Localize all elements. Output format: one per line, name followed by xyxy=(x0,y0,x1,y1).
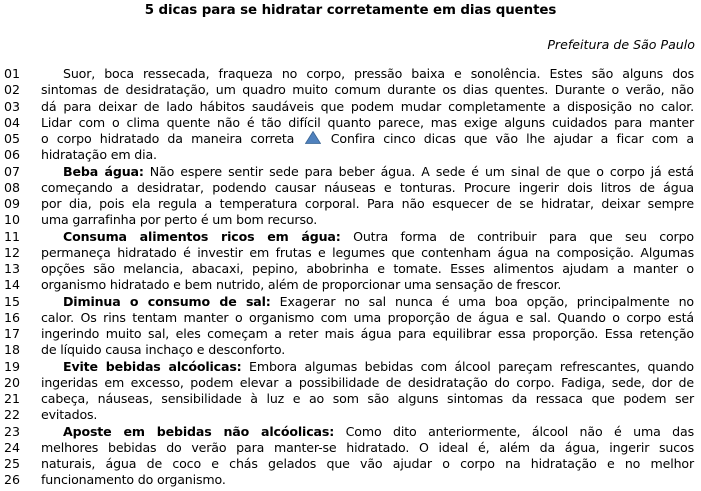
line-number: 12 xyxy=(4,244,21,260)
line-text: dá para deixar de lado hábitos saudáveis que podem mudar completamente a disposição no calor. xyxy=(41,98,694,114)
line-text: sintomas de desidratação, um quadro muito comum durante os dias quentes. Durante o verão, não xyxy=(41,82,694,98)
line-text: por dia, pois ela regula a temperatura corporal. Para não esquecer de se hidratar, deixar sempre xyxy=(41,196,694,211)
triangle-icon xyxy=(305,131,321,144)
line-text: começando a desidratar, podendo causar náuseas e tonturas. Procure ingerir dois litros de água xyxy=(41,179,694,195)
text-line xyxy=(0,440,701,456)
text-line xyxy=(0,294,701,310)
line-number: 17 xyxy=(4,326,21,341)
line-number: 16 xyxy=(4,309,21,325)
line-number: 10 xyxy=(4,212,21,228)
line-number: 25 xyxy=(4,456,21,471)
line-text: o corpo hidratado da maneira correta Confira cinco dicas que vão lhe ajudar a ficar com a xyxy=(41,131,694,146)
text-line xyxy=(0,99,701,115)
line-number: 18 xyxy=(4,342,21,358)
line-number: 26 xyxy=(4,472,21,488)
line-number: 19 xyxy=(4,358,21,374)
text-line xyxy=(0,82,701,98)
text-line xyxy=(0,310,701,326)
line-text: funcionamento do organismo. xyxy=(41,472,226,488)
line-text: evitados. xyxy=(41,407,98,423)
text-line xyxy=(0,407,701,423)
line-text: permaneça hidratado é investir em frutas e legumes que contenham água na composição. Algumas xyxy=(41,244,694,260)
text-line xyxy=(0,131,701,147)
tip-heading: Evite bebidas alcóolicas: xyxy=(63,358,242,374)
line-number: 24 xyxy=(4,439,21,455)
text-line xyxy=(0,180,701,196)
text-line xyxy=(0,147,701,163)
line-number: 11 xyxy=(4,228,21,244)
tip-heading: Consuma alimentos ricos em água: xyxy=(63,228,341,244)
text-line xyxy=(0,115,701,131)
document-source: Prefeitura de São Paulo xyxy=(547,37,695,52)
text-line xyxy=(0,229,701,245)
text-line xyxy=(0,212,701,228)
text-line xyxy=(0,66,701,82)
text-line xyxy=(0,326,701,342)
line-number: 06 xyxy=(4,147,21,163)
tip-heading: Diminua o consumo de sal: xyxy=(63,293,271,309)
line-number: 05 xyxy=(4,131,21,146)
tip-heading: Aposte em bebidas não alcóolicas: xyxy=(63,423,335,439)
text-line xyxy=(0,472,701,488)
line-number: 01 xyxy=(4,66,21,81)
line-number: 14 xyxy=(4,277,21,293)
text-line xyxy=(0,245,701,261)
line-text: calor. Os rins tentam manter o organismo com uma proporção de água e sal. Quando o corpo está xyxy=(41,309,694,325)
line-number: 21 xyxy=(4,391,21,406)
line-number: 04 xyxy=(4,114,21,130)
text-line xyxy=(0,424,701,440)
line-text: Lidar com o clima quente não é tão difícil quanto parece, mas exige alguns cuidados para manter xyxy=(41,114,694,130)
document-title: 5 dicas para se hidratar corretamente em dias quentes xyxy=(144,3,557,18)
text-line xyxy=(0,164,701,180)
text-line xyxy=(0,359,701,375)
line-text: ingeridas em excesso, podem elevar a possibilidade de desidratação do corpo. Fadiga, sede, dor de xyxy=(41,374,694,390)
text-line xyxy=(0,342,701,358)
numbered-text-body xyxy=(0,66,701,489)
line-text: Consuma alimentos ricos em água: Outra forma de contribuir para que seu corpo xyxy=(63,228,694,244)
line-text: hidratação em dia. xyxy=(41,147,157,163)
text-line xyxy=(0,375,701,391)
line-text: melhores bebidas do verão para manter-se hidratado. O ideal é, além da água, ingerir sucos xyxy=(41,439,694,455)
line-number: 02 xyxy=(4,82,21,98)
line-number: 15 xyxy=(4,293,21,309)
line-text: Evite bebidas alcóolicas: Embora algumas bebidas com álcool pareçam refrescantes, quando xyxy=(63,358,694,374)
line-number: 07 xyxy=(4,163,21,179)
line-number: 13 xyxy=(4,261,21,276)
line-text: naturais, água de coco e chás gelados que vão ajudar o corpo na hidratação e no melhor xyxy=(41,456,694,471)
line-text: organismo hidratado e bem nutrido, além de proporcionar uma sensação de frescor. xyxy=(41,277,562,293)
text-line xyxy=(0,196,701,212)
tip-heading: Beba água: xyxy=(63,163,144,179)
line-text: Suor, boca ressecada, fraqueza no corpo, pressão baixa e sonolência. Estes são alguns dos xyxy=(63,66,694,81)
line-number: 23 xyxy=(4,423,21,439)
text-line xyxy=(0,456,701,472)
text-line xyxy=(0,391,701,407)
text-line xyxy=(0,277,701,293)
line-number: 08 xyxy=(4,179,21,195)
line-number: 09 xyxy=(4,196,21,211)
line-text: Beba água: Não espere sentir sede para beber água. A sede é um sinal de que o corpo já está xyxy=(63,163,694,179)
line-text: Diminua o consumo de sal: Exagerar no sal nunca é uma boa opção, principalmente no xyxy=(63,293,694,309)
line-text: Aposte em bebidas não alcóolicas: Como dito anteriormente, álcool não é uma das xyxy=(63,423,694,439)
line-text: uma garrafinha por perto é um bom recurso. xyxy=(41,212,318,228)
text-line xyxy=(0,261,701,277)
line-text: de líquido causa inchaço e desconforto. xyxy=(41,342,286,358)
line-number: 20 xyxy=(4,374,21,390)
line-text: cabeça, náuseas, sensibilidade à luz e ao som são alguns sintomas da ressaca que podem ser xyxy=(41,391,694,406)
line-text: opções são melancia, abacaxi, pepino, abobrinha e tomate. Esses alimentos ajudam a manter o xyxy=(41,261,694,276)
line-number: 22 xyxy=(4,407,21,423)
line-text: ingerindo muito sal, eles começam a reter mais água para equilibrar essa proporção. Essa retenção xyxy=(41,326,694,341)
line-number: 03 xyxy=(4,98,21,114)
